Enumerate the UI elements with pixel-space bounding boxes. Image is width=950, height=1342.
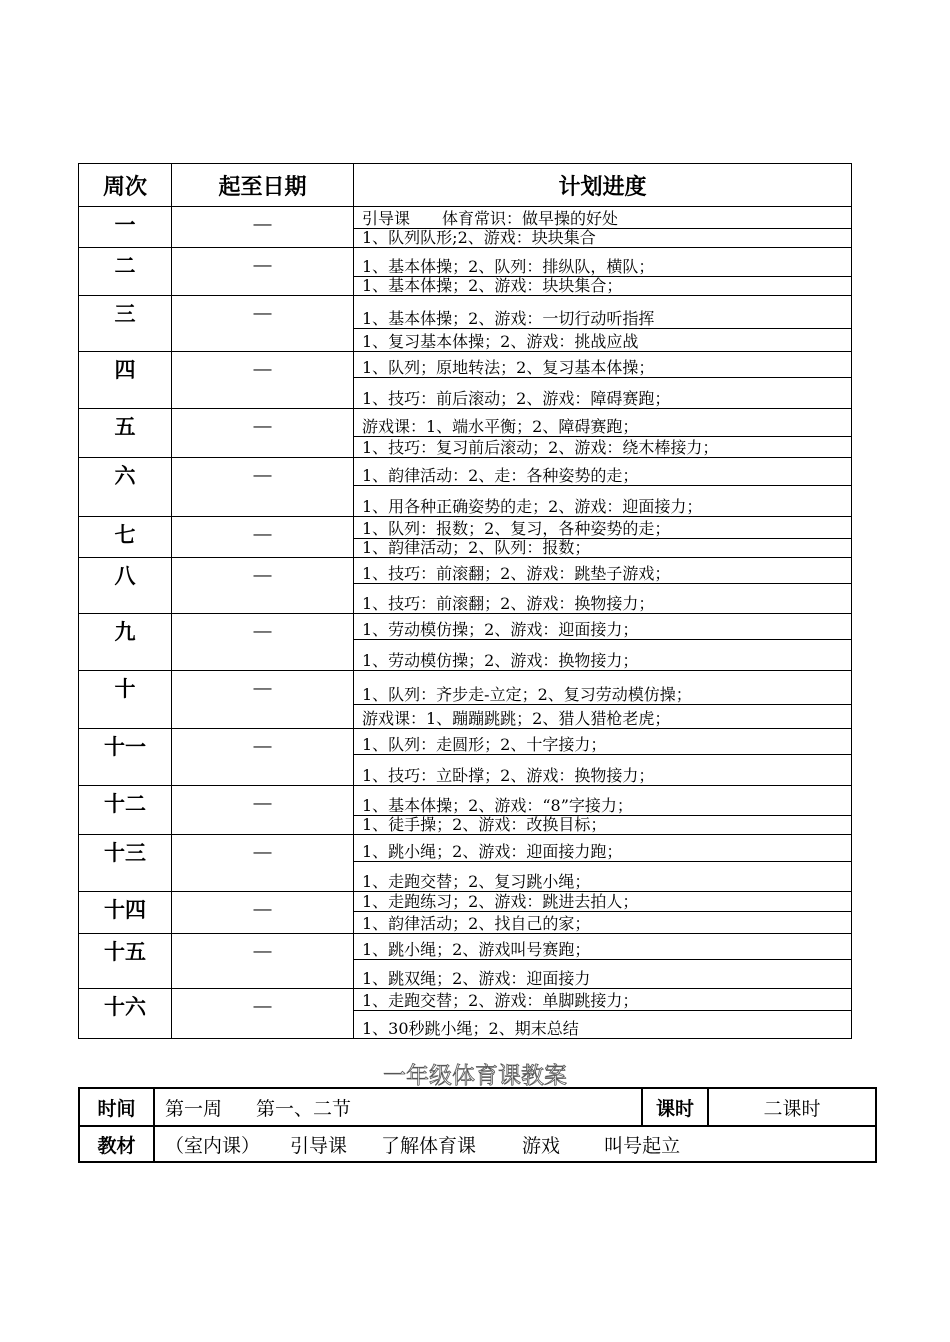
plan-header-row <box>79 164 852 207</box>
plan-row <box>79 296 852 352</box>
time-row <box>79 1088 876 1126</box>
progress-line: 1、走跑练习；2、游戏：跳进去拍人； <box>362 892 639 911</box>
progress-line: 1、复习基本体操；2、游戏：挑战应战 <box>354 328 851 351</box>
week-cell: 一 <box>79 207 172 248</box>
date-cell: —— <box>172 296 354 352</box>
progress-cell <box>354 207 852 248</box>
date-cell: —— <box>172 835 354 892</box>
week-cell: 十 <box>79 671 172 729</box>
progress-line: 1、队列；原地转法；2、复习基本体操； <box>362 358 655 377</box>
date-cell: —— <box>172 248 354 296</box>
date-cell: —— <box>172 729 354 786</box>
date-cell: —— <box>172 934 354 989</box>
progress-line: 1、劳动模仿操；2、游戏：换物接力； <box>354 639 851 670</box>
progress-line: 1、技巧：前滚翻；2、游戏：跳垫子游戏； <box>362 564 671 583</box>
period-value: 二课时 <box>708 1088 876 1126</box>
plan-row <box>79 989 852 1039</box>
progress-cell <box>354 517 852 558</box>
progress-line: 1、队列：齐步走-立定；2、复习劳动模仿操； <box>362 685 692 704</box>
week-cell: 三 <box>79 296 172 352</box>
progress-line: 1、韵律活动；2、找自己的家； <box>354 911 851 933</box>
time-label: 时间 <box>79 1088 154 1126</box>
plan-row <box>79 517 852 558</box>
material-item: 游戏 <box>522 1134 561 1157</box>
material-item: 叫号起立 <box>604 1134 681 1157</box>
week-cell: 十一 <box>79 729 172 786</box>
week-cell: 十四 <box>79 892 172 934</box>
progress-cell <box>354 671 852 729</box>
progress-line: 1、30秒跳小绳；2、期末总结 <box>354 1010 851 1038</box>
progress-line: 1、队列：报数；2、复习，各种姿势的走； <box>362 519 671 538</box>
plan-row <box>79 934 852 989</box>
date-cell: —— <box>172 786 354 835</box>
progress-cell <box>354 248 852 296</box>
material-item: 了解体育课 <box>381 1134 477 1157</box>
date-cell: —— <box>172 614 354 671</box>
progress-line: 1、基本体操；2、游戏：一切行动听指挥 <box>362 309 655 328</box>
section-value: 第一、二节 <box>256 1097 352 1120</box>
progress-cell <box>354 458 852 517</box>
date-cell: —— <box>172 409 354 458</box>
date-cell: —— <box>172 352 354 409</box>
progress-line: 1、徒手操；2、游戏：改换目标； <box>354 815 851 834</box>
progress-cell <box>354 989 852 1039</box>
plan-row <box>79 786 852 835</box>
week-cell: 八 <box>79 558 172 614</box>
plan-row <box>79 248 852 296</box>
time-value <box>154 1088 642 1126</box>
week-cell: 九 <box>79 614 172 671</box>
header-progress: 计划进度 <box>354 164 852 207</box>
period-label: 课时 <box>642 1088 708 1126</box>
lesson-plan-table <box>78 1087 877 1163</box>
plan-row <box>79 835 852 892</box>
progress-line: 1、跳小绳；2、游戏叫号赛跑； <box>362 940 591 959</box>
plan-row <box>79 558 852 614</box>
progress-cell <box>354 786 852 835</box>
material-label: 教材 <box>79 1126 154 1162</box>
plan-row <box>79 671 852 729</box>
progress-cell <box>354 729 852 786</box>
lesson-plan-title: 一年级体育课教案 <box>383 1063 567 1089</box>
progress-line: 1、技巧：立卧撑；2、游戏：换物接力； <box>354 754 851 785</box>
progress-cell <box>354 409 852 458</box>
progress-line: 1、队列：走圆形；2、十字接力； <box>362 735 607 754</box>
week-cell: 四 <box>79 352 172 409</box>
progress-line: 1、跳小绳；2、游戏：迎面接力跑； <box>362 842 623 861</box>
material-item: 引导课 <box>290 1134 348 1157</box>
progress-cell <box>354 835 852 892</box>
progress-cell <box>354 352 852 409</box>
date-cell: —— <box>172 892 354 934</box>
progress-line: 游戏课：1、蹦蹦跳跳；2、猎人猎枪老虎； <box>354 704 851 728</box>
plan-row <box>79 207 852 248</box>
week-value: 第一周 <box>165 1097 223 1120</box>
material-row <box>79 1126 876 1162</box>
progress-line: 1、技巧：前后滚动；2、游戏：障碍赛跑； <box>354 377 851 408</box>
date-cell: —— <box>172 671 354 729</box>
progress-line: 1、韵律活动；2、队列：报数； <box>354 538 851 557</box>
progress-line: 1、基本体操；2、游戏：“8”字接力； <box>362 796 633 815</box>
progress-line: 1、技巧：复习前后滚动；2、游戏：绕木棒接力； <box>354 436 851 457</box>
progress-line: 引导课 体育常识：做早操的好处 <box>362 209 619 228</box>
week-cell: 七 <box>79 517 172 558</box>
plan-row <box>79 614 852 671</box>
date-cell: —— <box>172 558 354 614</box>
header-week: 周次 <box>79 164 172 207</box>
progress-line: 1、走跑交替；2、复习跳小绳； <box>354 861 851 891</box>
week-cell: 五 <box>79 409 172 458</box>
progress-line: 1、走跑交替；2、游戏：单脚跳接力； <box>362 991 639 1010</box>
date-cell: —— <box>172 458 354 517</box>
progress-line: 1、技巧：前滚翻；2、游戏：换物接力； <box>354 583 851 613</box>
date-cell: —— <box>172 207 354 248</box>
progress-line: 游戏课：1、端水平衡；2、障碍赛跑； <box>362 417 639 436</box>
header-date: 起至日期 <box>172 164 354 207</box>
progress-line: 1、用各种正确姿势的走；2、游戏：迎面接力； <box>354 485 851 516</box>
progress-line: 1、基本体操；2、游戏：块块集合； <box>354 276 851 295</box>
progress-line: 1、跳双绳；2、游戏：迎面接力 <box>354 959 851 988</box>
date-cell: —— <box>172 989 354 1039</box>
plan-row <box>79 892 852 934</box>
week-cell: 十三 <box>79 835 172 892</box>
progress-cell <box>354 934 852 989</box>
progress-cell <box>354 296 852 352</box>
progress-line: 1、基本体操；2、队列：排纵队，横队； <box>362 257 655 276</box>
progress-cell <box>354 614 852 671</box>
plan-row <box>79 352 852 409</box>
progress-line: 1、劳动模仿操；2、游戏：迎面接力； <box>362 620 639 639</box>
week-cell: 十五 <box>79 934 172 989</box>
material-value <box>154 1126 876 1162</box>
week-cell: 十六 <box>79 989 172 1039</box>
material-item: （室内课） <box>165 1134 261 1157</box>
progress-cell <box>354 892 852 934</box>
week-cell: 六 <box>79 458 172 517</box>
progress-line: 1、队列队形;2、游戏：块块集合 <box>354 228 851 247</box>
plan-row <box>79 729 852 786</box>
progress-line: 1、韵律活动：2、走：各种姿势的走； <box>362 466 639 485</box>
plan-row <box>79 458 852 517</box>
date-cell: —— <box>172 517 354 558</box>
week-cell: 二 <box>79 248 172 296</box>
progress-plan-table <box>78 163 852 1039</box>
progress-cell <box>354 558 852 614</box>
week-cell: 十二 <box>79 786 172 835</box>
plan-row <box>79 409 852 458</box>
